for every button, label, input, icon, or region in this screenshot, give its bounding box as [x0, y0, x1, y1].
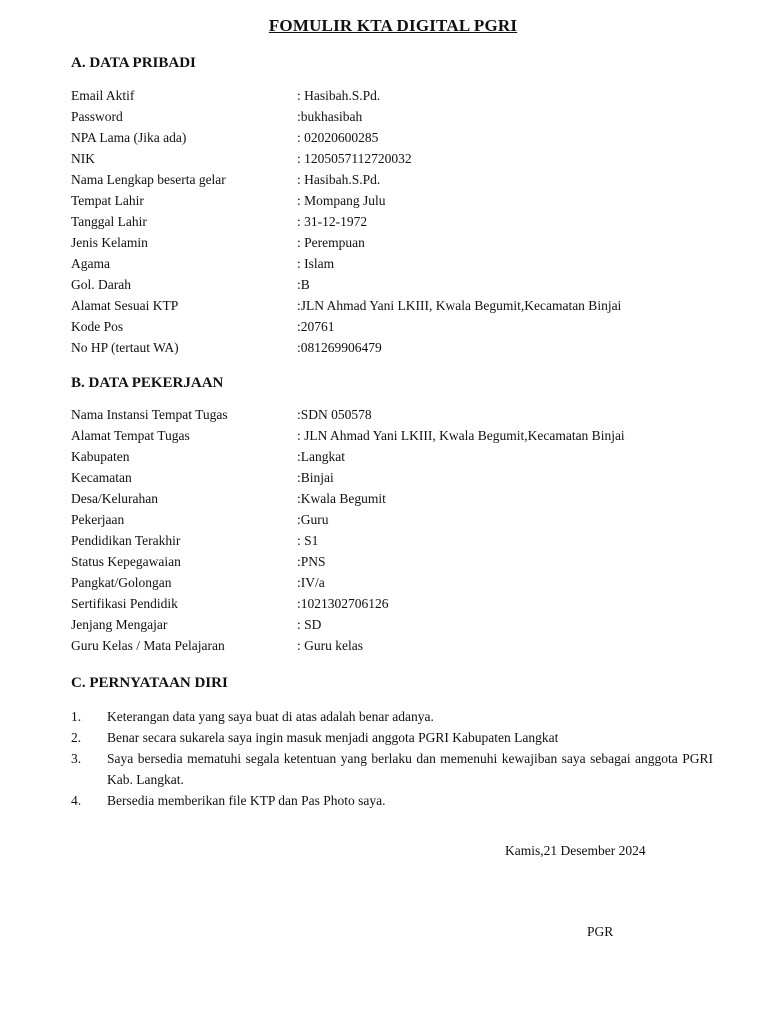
field-value: : 31-12-1972	[297, 214, 368, 229]
field-value: : Hasibah.S.Pd.	[297, 172, 381, 187]
statement-list	[71, 706, 713, 811]
field-value: :Kwala Begumit	[297, 491, 386, 506]
field-value: :1021302706126	[297, 596, 389, 611]
field-label: No HP (tertaut WA)	[71, 340, 179, 355]
statement-item	[71, 727, 713, 748]
field-label: Kode Pos	[71, 319, 124, 334]
field-row	[71, 551, 711, 572]
field-row	[71, 106, 711, 127]
field-value: :bukhasibah	[297, 109, 363, 124]
field-label: Pangkat/Golongan	[71, 575, 172, 590]
field-row	[71, 488, 711, 509]
field-row	[71, 316, 711, 337]
field-label: NIK	[71, 151, 95, 166]
field-value: :B	[297, 277, 310, 292]
field-value: :PNS	[297, 554, 326, 569]
field-row	[71, 169, 711, 190]
statement-number: 2.	[71, 730, 82, 745]
signing-date: Kamis,21 Desember 2024	[505, 843, 646, 858]
field-row	[71, 253, 711, 274]
field-label: Pekerjaan	[71, 512, 125, 527]
field-label: Jenjang Mengajar	[71, 617, 168, 632]
field-row	[71, 404, 711, 425]
field-value: :Langkat	[297, 449, 345, 464]
field-row	[71, 295, 711, 316]
statement-text: Bersedia memberikan file KTP dan Pas Photo saya.	[107, 793, 386, 808]
field-label: Nama Lengkap beserta gelar	[71, 172, 226, 187]
field-value: :Binjai	[297, 470, 334, 485]
field-row	[71, 148, 711, 169]
field-value: : JLN Ahmad Yani LKIII, Kwala Begumit,Kecamatan Binjai	[297, 428, 625, 443]
field-label: Gol. Darah	[71, 277, 131, 292]
statement-text: Keterangan data yang saya buat di atas adalah benar adanya.	[107, 709, 434, 724]
statement-item	[71, 706, 713, 727]
signature-text: PGR	[587, 924, 614, 939]
field-label: Tanggal Lahir	[71, 214, 147, 229]
field-row	[71, 530, 711, 551]
field-label: Tempat Lahir	[71, 193, 144, 208]
field-value: : Islam	[297, 256, 335, 271]
field-row	[71, 509, 711, 530]
field-label: Kecamatan	[71, 470, 132, 485]
field-value: : Guru kelas	[297, 638, 363, 653]
field-value: :081269906479	[297, 340, 382, 355]
field-label: Guru Kelas / Mata Pelajaran	[71, 638, 225, 653]
field-label: Alamat Sesuai KTP	[71, 298, 179, 313]
section-b-heading: B. DATA PEKERJAAN	[71, 375, 224, 391]
field-row	[71, 572, 711, 593]
field-row	[71, 232, 711, 253]
field-label: Password	[71, 109, 123, 124]
field-row	[71, 593, 711, 614]
field-value: : S1	[297, 533, 319, 548]
field-label: Kabupaten	[71, 449, 130, 464]
field-label: Agama	[71, 256, 110, 271]
field-row	[71, 85, 711, 106]
statement-item	[71, 790, 713, 811]
field-value: : 02020600285	[297, 130, 379, 145]
field-row	[71, 337, 711, 358]
statement-number: 1.	[71, 709, 82, 724]
field-label: Email Aktif	[71, 88, 135, 103]
field-row	[71, 274, 711, 295]
field-value: : Mompang Julu	[297, 193, 386, 208]
field-row	[71, 425, 711, 446]
field-label: Pendidikan Terakhir	[71, 533, 181, 548]
field-row	[71, 614, 711, 635]
form-title: FOMULIR KTA DIGITAL PGRI	[268, 16, 518, 35]
field-value: : SD	[297, 617, 322, 632]
field-label: Desa/Kelurahan	[71, 491, 158, 506]
field-label: Alamat Tempat Tugas	[71, 428, 190, 443]
field-row	[71, 635, 711, 656]
field-label: NPA Lama (Jika ada)	[71, 130, 187, 145]
field-value: : Perempuan	[297, 235, 365, 250]
statement-item	[71, 748, 713, 790]
section-c-heading: C. PERNYATAAN DIRI	[71, 675, 228, 691]
field-row	[71, 446, 711, 467]
statement-text: Saya bersedia mematuhi segala ketentuan yang berlaku dan memenuhi kewajiban saya sebagai anggota PGRI Kab. Langkat.	[107, 751, 713, 787]
field-value: : Hasibah.S.Pd.	[297, 88, 381, 103]
field-label: Sertifikasi Pendidik	[71, 596, 178, 611]
field-value: :20761	[297, 319, 335, 334]
section-a-heading: A. DATA PRIBADI	[71, 55, 196, 71]
field-label: Jenis Kelamin	[71, 235, 148, 250]
field-value: :Guru	[297, 512, 329, 527]
field-value: :IV/a	[297, 575, 325, 590]
statement-text: Benar secara sukarela saya ingin masuk menjadi anggota PGRI Kabupaten Langkat	[107, 730, 559, 745]
field-row	[71, 190, 711, 211]
job-data-list	[71, 404, 711, 656]
statement-number: 3.	[71, 751, 82, 766]
personal-data-list	[71, 85, 711, 358]
field-row	[71, 127, 711, 148]
field-value: :JLN Ahmad Yani LKIII, Kwala Begumit,Kecamatan Binjai	[297, 298, 622, 313]
field-label: Nama Instansi Tempat Tugas	[71, 407, 228, 422]
field-value: : 1205057112720032	[297, 151, 412, 166]
field-value: :SDN 050578	[297, 407, 372, 422]
field-label: Status Kepegawaian	[71, 554, 181, 569]
field-row	[71, 211, 711, 232]
field-row	[71, 467, 711, 488]
statement-number: 4.	[71, 793, 82, 808]
